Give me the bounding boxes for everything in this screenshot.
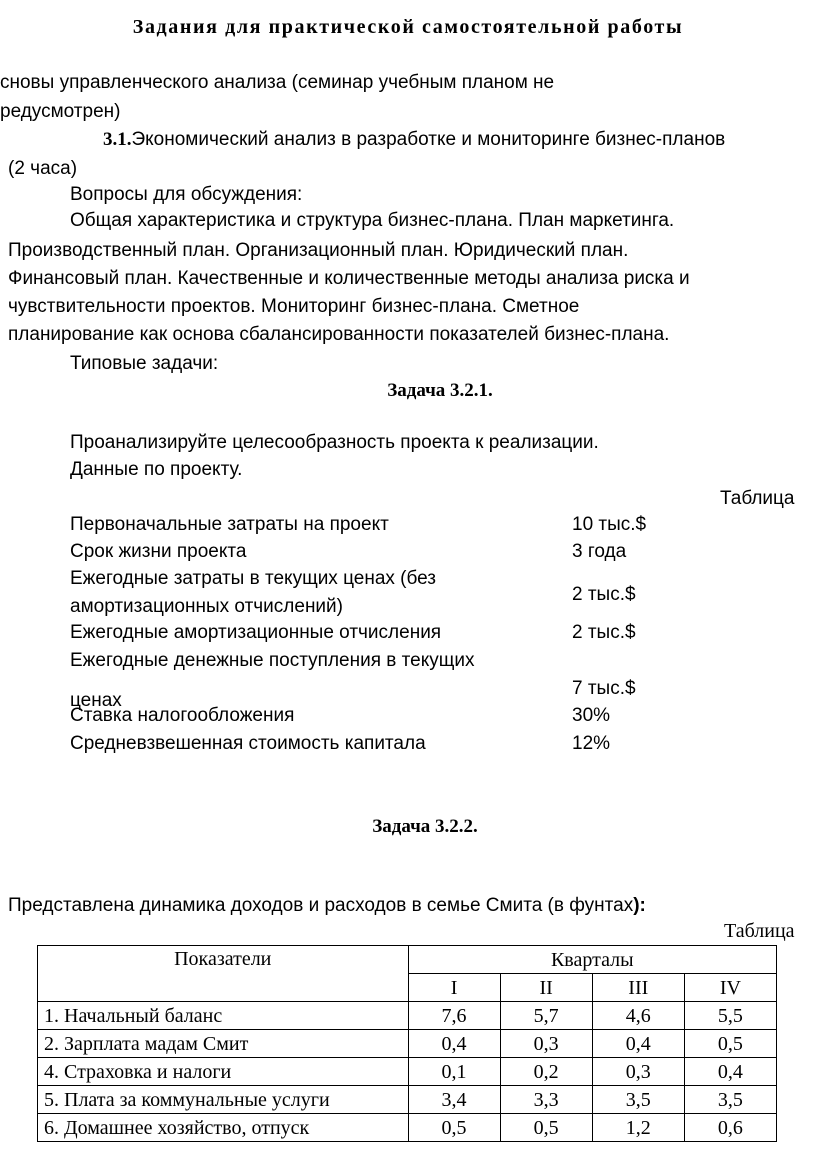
cell-value: 0,5 — [408, 1114, 500, 1142]
row-label: Ставка налогообложения — [70, 705, 295, 726]
row-label: Первоначальные затраты на проект — [70, 514, 389, 535]
cell-value: 4,6 — [592, 1002, 684, 1030]
task2-table-label: Таблица — [724, 920, 795, 942]
questions-line: Производственный план. Организационный план. Юридический план. — [8, 240, 629, 261]
quarter-header: IV — [684, 974, 776, 1002]
family-budget-table — [37, 945, 777, 1142]
cell-value: 3,5 — [592, 1086, 684, 1114]
cell-value: 0,3 — [592, 1058, 684, 1086]
cell-value: 0,5 — [684, 1030, 776, 1058]
table-row — [38, 1086, 777, 1114]
row-value: 30% — [572, 705, 611, 726]
table-row — [38, 1058, 777, 1086]
row-label: амортизационных отчислений) — [70, 596, 343, 617]
table-row — [38, 1002, 777, 1030]
task1-table-label: Таблица — [720, 488, 795, 509]
cell-value: 0,5 — [500, 1114, 592, 1142]
page-title: Задания для практической самостоятельной работы — [132, 16, 684, 38]
intro-line-2: редусмотрен) — [0, 101, 121, 122]
row-name: 6. Домашнее хозяйство, отпуск — [38, 1114, 409, 1142]
row-label: Ежегодные амортизационные отчисления — [70, 622, 442, 643]
row-label: Ежегодные затраты в текущих ценах (без — [70, 568, 437, 589]
task2-text-main: Представлена динамика доходов и расходов в семье Смита (в фунтах — [8, 895, 634, 916]
row-name: 4. Страховка и налоги — [38, 1058, 409, 1086]
row-value: 12% — [572, 733, 611, 754]
row-name: 1. Начальный баланс — [38, 1002, 409, 1030]
task2-text — [8, 895, 646, 917]
task2-heading: Задача 3.2.2. — [372, 816, 478, 837]
section-hours: (2 часа) — [8, 158, 78, 179]
quarter-header: II — [500, 974, 592, 1002]
questions-label: Вопросы для обсуждения: — [70, 184, 303, 205]
row-value: 2 тыс.$ — [572, 622, 636, 643]
quarter-header: III — [592, 974, 684, 1002]
header-quarters: Кварталы — [408, 946, 777, 974]
task2-text-tail: ): — [633, 895, 646, 916]
cell-value: 3,4 — [408, 1086, 500, 1114]
row-value: 2 тыс.$ — [572, 584, 636, 605]
row-name: 2. Зарплата мадам Смит — [38, 1030, 409, 1058]
section-title: Экономический анализ в разработке и мониторинге бизнес-планов — [131, 129, 726, 150]
cell-value: 0,4 — [592, 1030, 684, 1058]
intro-line-1: сновы управленческого анализа (семинар учебным планом не — [0, 72, 555, 93]
cell-value: 0,4 — [408, 1030, 500, 1058]
task1-text-1: Проанализируйте целесообразность проекта к реализации. — [70, 432, 599, 453]
cell-value: 0,2 — [500, 1058, 592, 1086]
cell-value: 0,1 — [408, 1058, 500, 1086]
row-label: Срок жизни проекта — [70, 541, 247, 562]
row-value: 7 тыс.$ — [572, 678, 636, 699]
row-label: Ежегодные денежные поступления в текущих — [70, 650, 475, 671]
row-value: 3 года — [572, 541, 627, 562]
row-name: 5. Плата за коммунальные услуги — [38, 1086, 409, 1114]
typical-tasks-label: Типовые задачи: — [70, 353, 219, 374]
task1-text-2: Данные по проекту. — [70, 459, 243, 480]
section-heading — [103, 129, 725, 151]
cell-value: 3,3 — [500, 1086, 592, 1114]
questions-line: планирование как основа сбалансированности показателей бизнес-плана. — [8, 324, 670, 345]
cell-value: 7,6 — [408, 1002, 500, 1030]
header-indicators: Показатели — [38, 946, 409, 1002]
cell-value: 0,4 — [684, 1058, 776, 1086]
cell-value: 0,3 — [500, 1030, 592, 1058]
row-label: ценах — [70, 690, 122, 711]
cell-value: 0,6 — [684, 1114, 776, 1142]
table-row — [38, 1030, 777, 1058]
table-row — [38, 1114, 777, 1142]
task1-heading: Задача 3.2.1. — [387, 380, 493, 401]
row-value: 10 тыс.$ — [572, 514, 647, 535]
questions-line: Финансовый план. Качественные и количественные методы анализа риска и — [8, 268, 690, 289]
row-label: Средневзвешенная стоимость капитала — [70, 733, 426, 754]
cell-value: 1,2 — [592, 1114, 684, 1142]
cell-value: 3,5 — [684, 1086, 776, 1114]
table-header-row — [38, 946, 777, 974]
questions-line: чувствительности проектов. Мониторинг бизнес-плана. Сметное — [8, 296, 580, 317]
questions-line: Общая характеристика и структура бизнес-плана. План маркетинга. — [70, 210, 675, 231]
cell-value: 5,5 — [684, 1002, 776, 1030]
cell-value: 5,7 — [500, 1002, 592, 1030]
quarter-header: I — [408, 974, 500, 1002]
section-number: 3.1. — [103, 129, 132, 150]
